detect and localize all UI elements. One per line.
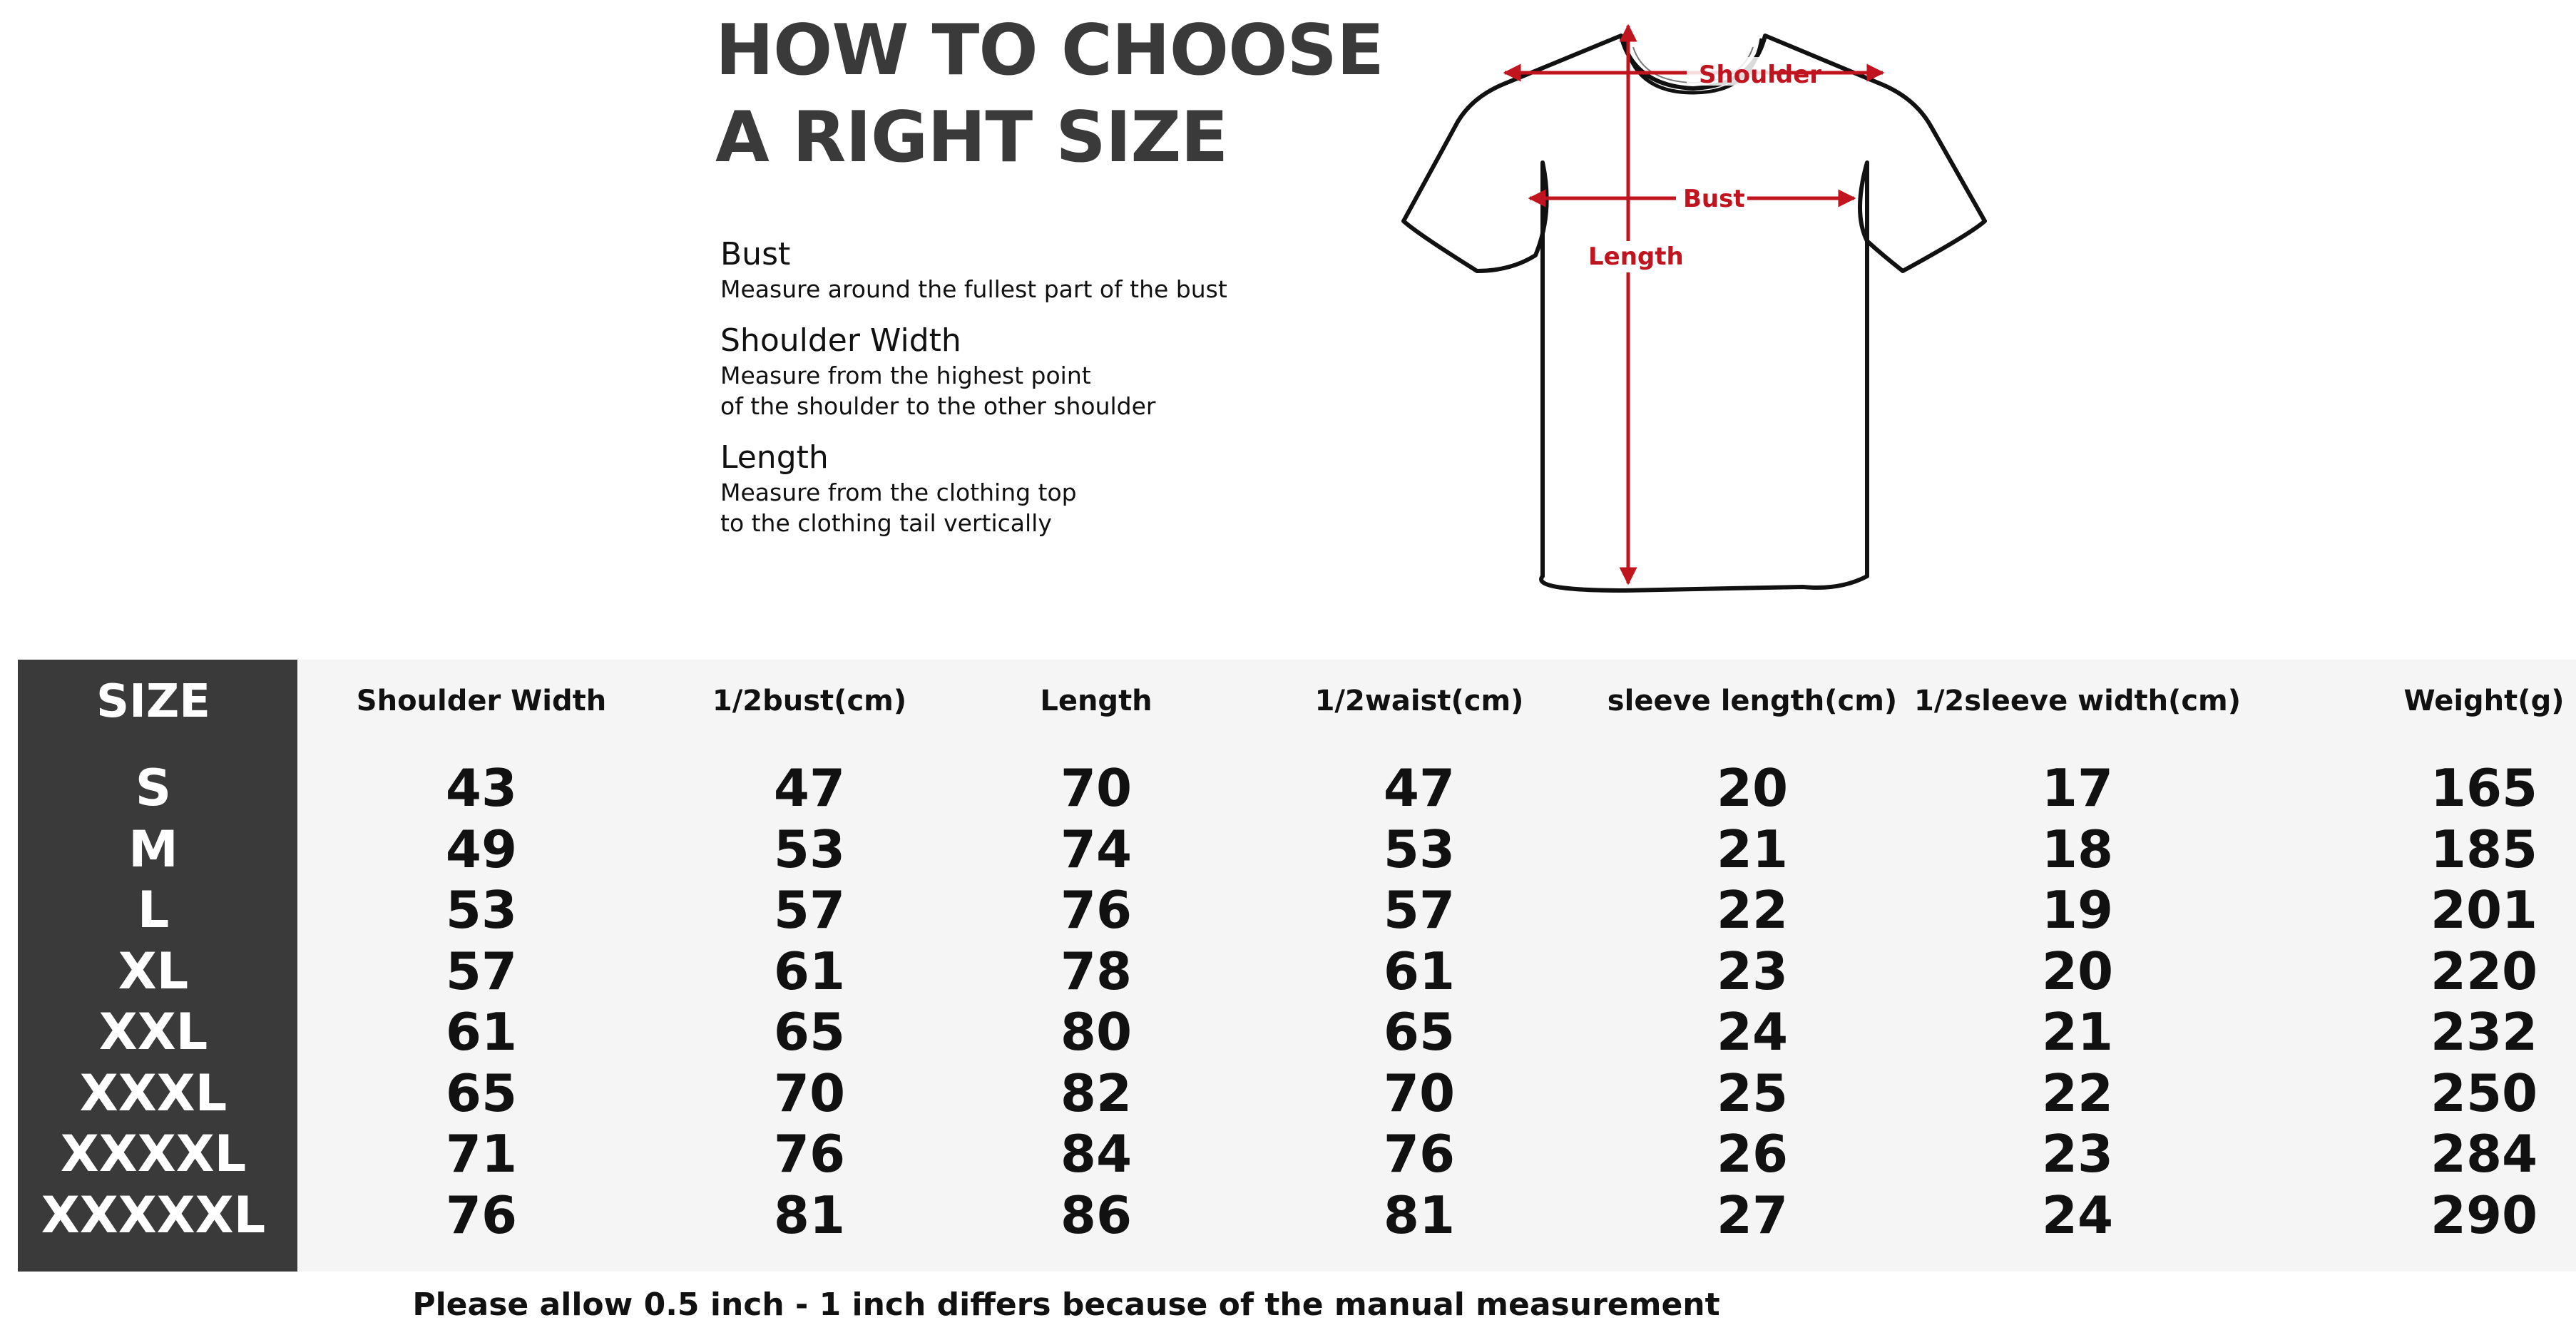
definition-shoulder-width (720, 322, 1305, 421)
table-cell: 20 (1716, 758, 1789, 818)
tshirt-diagram (1398, 13, 1990, 598)
size-label: XL (118, 941, 189, 1001)
table-cell: 250 (2430, 1063, 2538, 1123)
table-cell: 21 (2041, 1002, 2114, 1062)
table-cell: 61 (1383, 941, 1456, 1001)
tshirt-outline (1404, 36, 1985, 590)
table-cell: 65 (445, 1063, 518, 1123)
definition-bust (720, 235, 1305, 305)
length-label: Length (1588, 242, 1684, 271)
size-label: S (135, 759, 172, 817)
table-cell: 57 (1383, 880, 1456, 940)
size-label: XXXXXL (41, 1185, 266, 1244)
table-cell: 61 (445, 1002, 518, 1062)
table-cell: 22 (1716, 880, 1789, 940)
table-cell: 70 (1060, 758, 1133, 818)
table-cell: 71 (445, 1124, 518, 1184)
table-cell: 57 (773, 880, 846, 940)
table-cell: 82 (1060, 1063, 1133, 1123)
column-header-1-2bust-cm: 1/2bust(cm) (712, 685, 907, 717)
size-header: SIZE (96, 675, 211, 728)
table-cell: 20 (2041, 941, 2114, 1001)
table-cell: 26 (1716, 1124, 1789, 1184)
size-label: XXXXL (60, 1125, 247, 1183)
column-header-1-2waist-cm: 1/2waist(cm) (1314, 685, 1524, 717)
table-cell: 24 (2041, 1185, 2114, 1245)
table-cell: 18 (2041, 819, 2114, 879)
title-line-1: HOW TO CHOOSE (715, 10, 1384, 91)
definition-name: Shoulder Width (720, 322, 961, 359)
definition-desc: to the clothing tail vertically (720, 509, 1052, 537)
title-line-2: A RIGHT SIZE (715, 97, 1228, 178)
table-cell: 70 (773, 1063, 846, 1123)
table-cell: 57 (445, 941, 518, 1001)
table-cell: 21 (1716, 819, 1789, 879)
size-label: XXXL (79, 1063, 228, 1122)
table-cell: 43 (445, 758, 518, 818)
table-cell: 86 (1060, 1185, 1133, 1245)
column-header-length: Length (1040, 685, 1152, 717)
table-cell: 81 (773, 1185, 846, 1245)
definition-length (720, 439, 1305, 538)
shoulder-label: Shoulder (1699, 61, 1822, 89)
size-chart-table (18, 660, 2576, 1272)
table-cell: 84 (1060, 1124, 1133, 1184)
table-cell: 47 (773, 758, 846, 818)
table-cell: 25 (1716, 1063, 1789, 1123)
page-title (715, 7, 1384, 181)
size-label: XXL (98, 1003, 208, 1061)
table-cell: 53 (1383, 819, 1456, 879)
table-cell: 284 (2430, 1124, 2538, 1184)
table-cell: 76 (1383, 1124, 1456, 1184)
table-cell: 53 (445, 880, 518, 940)
definition-desc: Measure from the highest point (720, 362, 1091, 389)
table-cell: 80 (1060, 1002, 1133, 1062)
table-cell: 23 (2041, 1124, 2114, 1184)
table-cell: 232 (2430, 1002, 2538, 1062)
definition-desc: Measure from the clothing top (720, 479, 1077, 506)
table-cell: 17 (2041, 758, 2114, 818)
table-cell: 23 (1716, 941, 1789, 1001)
table-cell: 165 (2430, 758, 2538, 818)
table-cell: 78 (1060, 941, 1133, 1001)
size-label: L (137, 881, 170, 939)
table-cell: 24 (1716, 1002, 1789, 1062)
table-cell: 53 (773, 819, 846, 879)
column-header-1-2sleeve-width-cm: 1/2sleeve width(cm) (1913, 685, 2242, 717)
table-cell: 220 (2430, 941, 2538, 1001)
column-header-sleeve-length-cm: sleeve length(cm) (1607, 685, 1898, 717)
table-cell: 19 (2041, 880, 2114, 940)
table-cell: 81 (1383, 1185, 1456, 1245)
table-cell: 47 (1383, 758, 1456, 818)
column-header-shoulder-width: Shoulder Width (356, 685, 607, 717)
definition-name: Bust (720, 236, 791, 272)
table-cell: 65 (773, 1002, 846, 1062)
definition-desc: of the shoulder to the other shoulder (720, 392, 1156, 420)
footnote: Please allow 0.5 inch - 1 inch differs because of the manual measurement (412, 1287, 1720, 1323)
measurement-definitions (720, 235, 1305, 556)
table-cell: 201 (2430, 880, 2538, 940)
table-cell: 22 (2041, 1063, 2114, 1123)
table-cell: 74 (1060, 819, 1133, 879)
table-cell: 76 (1060, 880, 1133, 940)
table-cell: 76 (445, 1185, 518, 1245)
tshirt-illustration (1398, 13, 1990, 598)
table-cell: 70 (1383, 1063, 1456, 1123)
size-label: M (128, 819, 178, 879)
table-cell: 49 (445, 819, 518, 879)
table-cell: 61 (773, 941, 846, 1001)
table-cell: 27 (1716, 1185, 1789, 1245)
bust-label: Bust (1683, 185, 1745, 213)
definition-desc: Measure around the fullest part of the bust (720, 275, 1227, 303)
table-cell: 290 (2430, 1185, 2538, 1245)
table-cell: 76 (773, 1124, 846, 1184)
table-cell: 65 (1383, 1002, 1456, 1062)
table-cell: 185 (2430, 819, 2538, 879)
definition-name: Length (720, 439, 829, 476)
column-header-weight-g: Weight(g) (2403, 685, 2565, 717)
